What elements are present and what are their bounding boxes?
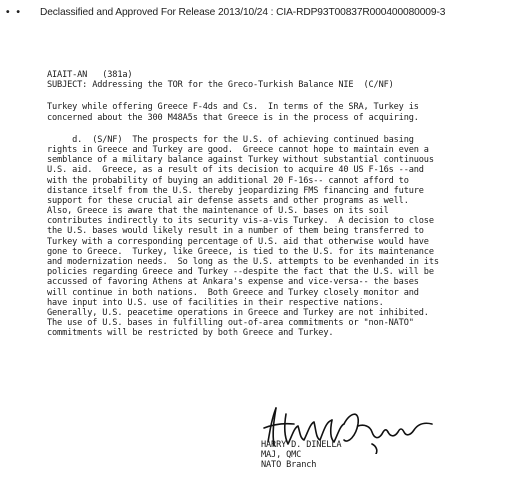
text-line: with the probability of buying an additional 20 F-16s-- cannot afford to bbox=[47, 175, 409, 186]
text-line: Generally, U.S. peacetime operations in Greece and Turkey are not inhibited. bbox=[47, 307, 429, 318]
text-line: support for these crucial air defense assets and other programs as well. bbox=[47, 195, 409, 206]
header-marks: • • bbox=[6, 7, 22, 18]
paragraph-1 bbox=[47, 102, 517, 122]
text-line: contributes indirectly to its security vis-a-vis Turkey. A decision to close bbox=[47, 216, 434, 227]
signer-rank: MAJ, QMC bbox=[261, 450, 302, 461]
text-line: Also, Greece is aware that the maintenance of U.S. bases on its soil bbox=[47, 206, 389, 217]
text-line: gone to Greece. Turkey, like Greece, is tied to the U.S. for its maintenance bbox=[47, 246, 434, 257]
text-line: U.S. aid. Greece, as a result of its decision to acquire 40 US F-16s --and bbox=[47, 165, 424, 176]
text-line: and modernization needs. So long as the U.S. attempts to be evenhanded in its bbox=[47, 257, 439, 267]
text-line: accussed of favoring Athens at Ankara's expense and vice-versa-- the bases bbox=[47, 277, 419, 288]
text-line: will continue in both nations. Both Greece and Turkey closely monitor and bbox=[47, 287, 419, 298]
paragraph-d bbox=[47, 135, 517, 339]
office-symbol: AIAIT-AN (381a) bbox=[47, 70, 133, 80]
signature-block bbox=[261, 440, 341, 471]
signer-name: HARRY D. DINELLA bbox=[261, 440, 342, 450]
text-line: rights in Greece and Turkey are good. Greece cannot hope to maintain even a bbox=[47, 144, 429, 155]
text-line: distance itself from the U.S. thereby jeopardizing FMS financing and future bbox=[47, 185, 424, 196]
text-line: Turkey with a corresponding percentage of U.S. aid that otherwise would have bbox=[47, 236, 429, 247]
text-line: d. (S/NF) The prospects for the U.S. of achieving continued basing bbox=[47, 134, 414, 145]
release-statement: Declassified and Approved For Release 2013/10/24 : CIA-RDP93T00837R000400080009-3 bbox=[39, 7, 446, 18]
memo-subject: SUBJECT: Addressing the TOR for the Greco-Turkish Balance NIE (C/NF) bbox=[47, 80, 394, 91]
text-line: The use of U.S. bases in fulfilling out-of-area commitments or "non-NATO" bbox=[47, 318, 414, 329]
signer-unit: NATO Branch bbox=[261, 460, 317, 471]
text-line: concerned about the 300 M48A5s that Greece is in the process of acquiring. bbox=[47, 112, 419, 123]
text-line: Turkey while offering Greece F-4ds and Cs. In terms of the SRA, Turkey is bbox=[47, 102, 419, 113]
text-line: semblance of a military balance against Turkey without substantial continuous bbox=[47, 155, 434, 166]
declassification-header bbox=[6, 7, 528, 18]
text-line: commitments will be restricted by both Greece and Turkey. bbox=[47, 328, 334, 339]
text-line: the U.S. bases would likely result in a number of them being transferred to bbox=[47, 226, 424, 237]
text-line: policies regarding Greece and Turkey --despite the fact that the U.S. will be bbox=[47, 267, 434, 278]
text-line: have input into U.S. use of facilities in their respective nations. bbox=[47, 297, 384, 308]
memo-body bbox=[47, 70, 517, 339]
